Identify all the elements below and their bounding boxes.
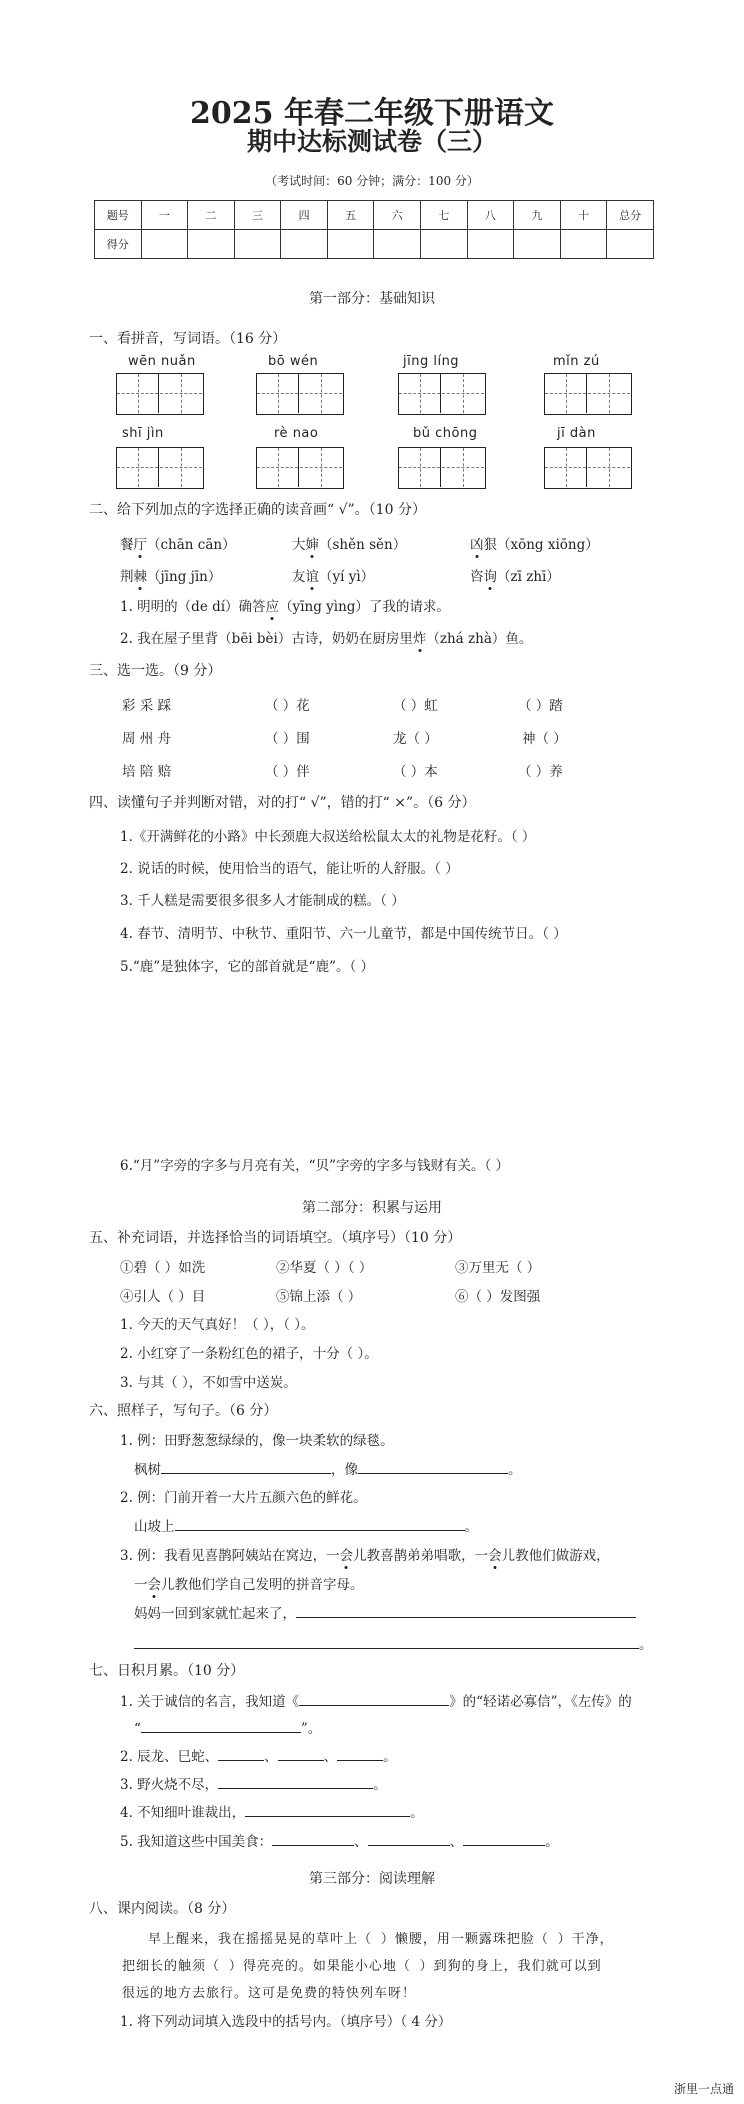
q6-answer-line: 枫树 ，像 。 (134, 1458, 522, 1478)
q6-example: 3. 例：我看见喜鹊阿姨站在窝边，一会儿教喜鹊弟弟唱歌，一会儿教他们做游戏， (120, 1544, 610, 1564)
pinyin-label: shī jìn (122, 426, 164, 441)
answer-blank[interactable] (161, 1459, 331, 1474)
q3-blank[interactable]: （ ）虹 (393, 698, 438, 714)
answer-blank[interactable] (296, 1603, 636, 1618)
q5-sentence: 2. 小红穿了一条粉红色的裙子，十分（ ）。 (120, 1346, 378, 1362)
pinyin-label: bǔ chōng (413, 426, 478, 441)
score-table-header-row (95, 201, 654, 230)
score-input-cell[interactable] (421, 230, 468, 259)
score-table (94, 200, 654, 259)
q7-title: 七、日积月累。（10 分） (89, 1663, 245, 1679)
score-input-cell[interactable] (281, 230, 328, 259)
q5-sentence: 3. 与其（ ），不如雪中送炭。 (120, 1375, 297, 1391)
writing-grid[interactable] (256, 447, 344, 489)
score-table-cell: 题号 (95, 201, 142, 230)
q2-item: 大婶（shěn sěn） (292, 533, 406, 553)
q7-item: “ ”。 (134, 1717, 321, 1737)
answer-blank[interactable] (463, 1831, 545, 1846)
score-table-cell: 五 (327, 201, 374, 230)
exam-subtitle: 期中达标测试卷（三） (246, 127, 497, 156)
score-table-cell: 总分 (607, 201, 654, 230)
score-table-cell: 四 (281, 201, 328, 230)
score-input-cell[interactable] (188, 230, 235, 259)
score-table-cell: 六 (374, 201, 421, 230)
pinyin-label: wēn nuǎn (128, 354, 196, 369)
score-input-cell[interactable] (514, 230, 561, 259)
score-table-cell: 九 (514, 201, 561, 230)
score-table-cell: 八 (467, 201, 514, 230)
score-input-cell[interactable] (560, 230, 607, 259)
q4-item: 6.“月”字旁的字多与月亮有关，“贝”字旁的字多与钱财有关。（ ） (120, 1158, 510, 1174)
score-table-cell: 三 (234, 201, 281, 230)
writing-grid[interactable] (116, 373, 204, 415)
q6-example: 2. 例：门前开着一大片五颜六色的鲜花。 (120, 1490, 367, 1506)
q5-word: ⑤锦上添（ ） (276, 1289, 362, 1305)
score-input-cell[interactable] (607, 230, 654, 259)
score-input-cell[interactable] (467, 230, 514, 259)
answer-blank[interactable] (278, 1746, 324, 1761)
answer-blank[interactable] (299, 1691, 449, 1706)
writing-grid[interactable] (544, 447, 632, 489)
writing-grid[interactable] (398, 447, 486, 489)
score-input-cell[interactable] (327, 230, 374, 259)
answer-blank[interactable] (337, 1746, 383, 1761)
pinyin-label: rè nao (274, 426, 319, 441)
q3-chars: 彩 采 踩 (122, 698, 172, 714)
q3-chars: 周 州 舟 (122, 731, 172, 747)
score-table-cell: 一 (141, 201, 188, 230)
answer-blank[interactable] (368, 1831, 450, 1846)
q3-blank[interactable]: （ ）伴 (265, 764, 310, 780)
pinyin-label: jī dàn (557, 426, 596, 441)
q4-item: 4. 春节、清明节、中秋节、重阳节、六一儿童节，都是中国传统节日。（ ） (120, 926, 567, 942)
score-table-score-row (95, 230, 654, 259)
exam-title: 2025 年春二年级下册语文 (190, 96, 554, 131)
score-input-cell[interactable] (234, 230, 281, 259)
q2-item: 餐厅（chān cān） (120, 533, 236, 553)
q3-chars: 培 陪 赔 (122, 764, 172, 780)
part-2-heading: 第二部分：积累与运用 (302, 1200, 442, 1216)
q5-word: ②华夏（ ）（ ） (276, 1260, 373, 1276)
q5-word: ③万里无（ ） (455, 1260, 541, 1276)
q4-title: 四、读懂句子并判断对错，对的打“ √”，错的打“ ×”。（6 分） (89, 795, 476, 811)
score-table-cell: 七 (421, 201, 468, 230)
score-table-cell: 十 (560, 201, 607, 230)
writing-grid[interactable] (116, 447, 204, 489)
q3-blank[interactable]: 神（ ） (522, 731, 567, 747)
q7-item: 1. 关于诚信的名言，我知道《 》的“轻诺必寡信”，《左传》的 (120, 1690, 632, 1710)
q5-title: 五、补充词语，并选择恰当的词语填空。（填序号）（10 分） (89, 1230, 462, 1246)
pinyin-label: mǐn zú (553, 354, 600, 369)
q5-word: ①碧（ ）如洗 (120, 1260, 206, 1276)
q6-answer-line: 山坡上 。 (134, 1515, 478, 1535)
q6-example: 1. 例：田野葱葱绿绿的，像一块柔软的绿毯。 (120, 1433, 394, 1449)
answer-blank[interactable] (272, 1831, 354, 1846)
q2-item: 友谊（yí yì） (292, 565, 374, 585)
footer-brand: 浙里一点通 (673, 2082, 734, 2096)
score-input-cell[interactable] (374, 230, 421, 259)
score-table-cell: 二 (188, 201, 235, 230)
q6-example: 一会儿教他们学自己发明的拼音字母。 (134, 1573, 364, 1593)
q2-item: 荆棘（jīng jīn） (120, 565, 221, 585)
writing-grid[interactable] (398, 373, 486, 415)
q8-title: 八、课内阅读。（8 分） (89, 1901, 236, 1917)
q5-word: ⑥（ ）发图强 (455, 1289, 541, 1305)
writing-grid[interactable] (544, 373, 632, 415)
answer-blank[interactable] (141, 1718, 301, 1733)
answer-blank[interactable] (218, 1746, 264, 1761)
exam-info: （考试时间：60 分钟；满分：100 分） (265, 174, 479, 188)
q4-item: 1.《开满鲜花的小路》中长颈鹿大叔送给松鼠太太的礼物是花籽。（ ） (120, 829, 536, 845)
q3-blank[interactable]: （ ）本 (393, 764, 438, 780)
q7-item: 4. 不知细叶谁裁出， 。 (120, 1801, 424, 1821)
score-table-cell: 得分 (95, 230, 142, 259)
passage-line: 早上醒来，我在摇摇晃晃的草叶上（ ）懒腰，用一颗露珠把脸（ ）干净， (148, 1932, 614, 1947)
q3-blank[interactable]: （ ）围 (265, 731, 310, 747)
answer-blank[interactable] (175, 1516, 465, 1531)
q8-subquestion: 1. 将下列动词填入选段中的括号内。（填序号）（ 4 分） (120, 2014, 452, 2030)
q2-sentence: 2. 我在屋子里背（bēi bèi）古诗，奶奶在厨房里炸（zhá zhà）鱼。 (120, 627, 532, 647)
part-3-heading: 第三部分：阅读理解 (309, 1871, 435, 1887)
passage-line: 很远的地方去旅行。这可是免费的特快列车呀！ (122, 1986, 417, 2001)
score-input-cell[interactable] (141, 230, 188, 259)
part-1-heading: 第一部分：基础知识 (309, 291, 435, 307)
q5-sentence: 1. 今天的天气真好！（ ），（ ）。 (120, 1317, 315, 1333)
answer-blank[interactable] (134, 1634, 639, 1649)
pinyin-label: jīng líng (403, 354, 460, 369)
q2-title: 二、给下列加点的字选择正确的读音画“ √”。（10 分） (89, 502, 426, 518)
q3-blank[interactable]: （ ）踏 (518, 698, 563, 714)
q6-answer-line: 。 (134, 1633, 653, 1653)
answer-blank[interactable] (358, 1459, 508, 1474)
answer-blank[interactable] (245, 1802, 410, 1817)
passage-line: 把细长的触须（ ）得亮亮的。如果能小心地（ ）到狗的身上，我们就可以到 (122, 1959, 602, 1974)
q1-title: 一、看拼音，写词语。（16 分） (89, 331, 287, 347)
q3-blank[interactable]: （ ）养 (518, 764, 563, 780)
q6-answer-line: 妈妈一回到家就忙起来了， (134, 1602, 636, 1622)
pinyin-label: bō wén (268, 354, 319, 369)
q6-title: 六、照样子，写句子。（6 分） (89, 1403, 278, 1419)
q7-item: 5. 我知道这些中国美食： 、 、 。 (120, 1830, 559, 1850)
q3-title: 三、选一选。（9 分） (89, 663, 222, 679)
q4-item: 5.“鹿”是独体字，它的部首就是“鹿”。（ ） (120, 959, 375, 975)
q3-blank[interactable]: 龙（ ） (393, 731, 438, 747)
q2-item: 凶狠（xōng xiōng） (470, 533, 599, 553)
q4-item: 3. 千人糕是需要很多很多人才能制成的糕。（ ） (120, 893, 405, 909)
q2-item: 咨询（zī zhī） (470, 565, 560, 585)
q4-item: 2. 说话的时候，使用恰当的语气，能让听的人舒服。（ ） (120, 861, 459, 877)
q2-sentence: 1. 明明的（de dí）确答应（yīng yìng）了我的请求。 (120, 595, 450, 615)
writing-grid[interactable] (256, 373, 344, 415)
q5-word: ④引人（ ）目 (120, 1289, 206, 1305)
q3-blank[interactable]: （ ）花 (265, 698, 310, 714)
answer-blank[interactable] (218, 1774, 373, 1789)
q7-item: 3. 野火烧不尽， 。 (120, 1773, 387, 1793)
q7-item: 2. 辰龙、巳蛇、 、 、 。 (120, 1745, 397, 1765)
